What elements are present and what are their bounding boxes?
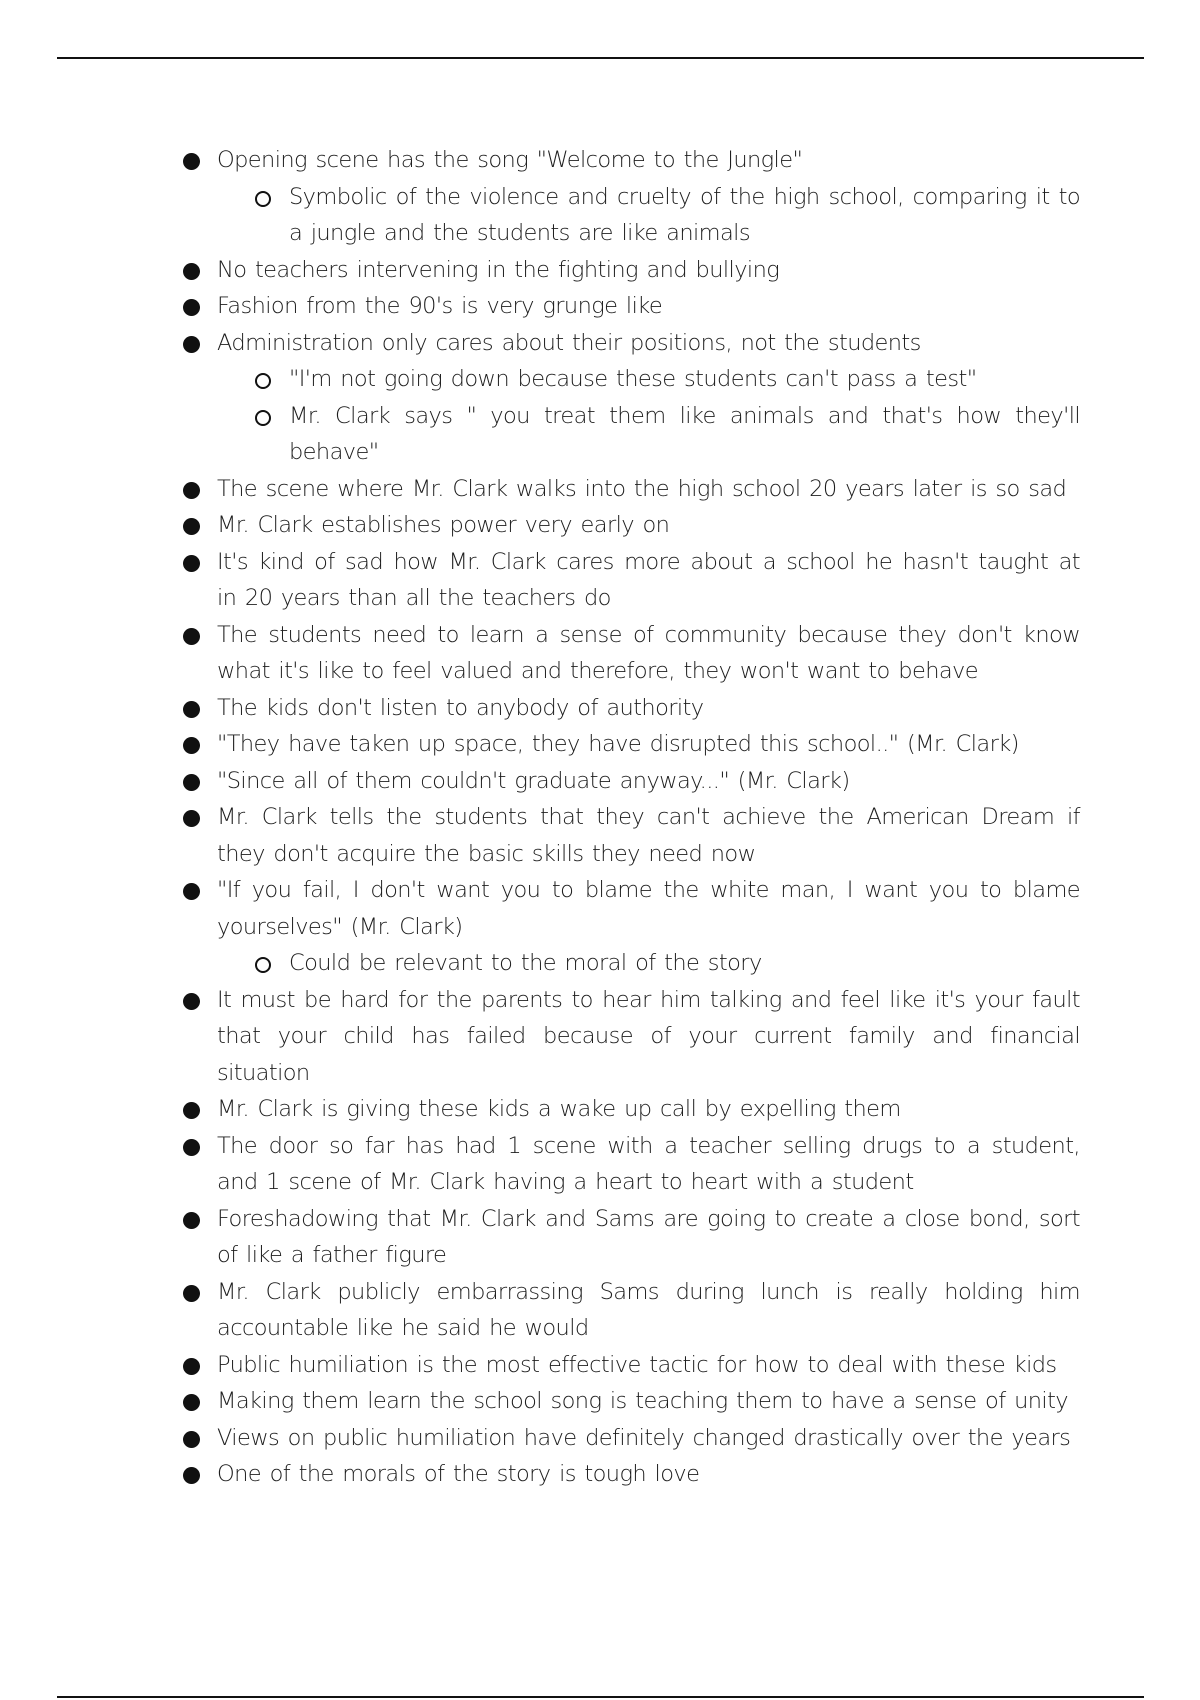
note-text: Public humiliation is the most effective tactic for how to deal with these kids — [217, 1351, 1057, 1378]
list-item — [0, 617, 1200, 690]
note-text: Mr. Clark publicly embarrassing Sams during lunch is really holding him accountable like he said he would — [217, 1278, 1080, 1341]
list-item — [0, 1420, 1200, 1457]
filled-bullet-icon — [183, 336, 200, 353]
list-item — [0, 142, 1200, 179]
list-item — [0, 690, 1200, 727]
filled-bullet-icon — [183, 555, 200, 572]
filled-bullet-icon — [183, 701, 200, 718]
note-text: "They have taken up space, they have disrupted this school.." (Mr. Clark) — [217, 731, 1019, 757]
note-text: The door so far has had 1 scene with a teacher selling drugs to a student, and 1 scene of Mr. Clark having a heart to heart with a student — [217, 1132, 1080, 1195]
list-item — [0, 1128, 1200, 1201]
note-text: No teachers intervening in the fighting and bullying — [217, 256, 780, 283]
list-item — [0, 1456, 1200, 1493]
note-text: Views on public humiliation have definitely changed drastically over the years — [217, 1424, 1071, 1451]
filled-bullet-icon — [183, 1212, 200, 1229]
filled-bullet-icon — [183, 993, 200, 1010]
list-item — [0, 288, 1200, 325]
filled-bullet-icon — [183, 1358, 200, 1375]
filled-bullet-icon — [183, 1394, 200, 1411]
hollow-circle-bullet-icon — [255, 957, 271, 973]
list-item — [0, 1201, 1200, 1274]
note-text: Administration only cares about their positions, not the students — [217, 329, 921, 356]
note-text: The students need to learn a sense of community because they don't know what it's like to feel valued and therefore, they won't want to behave — [217, 621, 1080, 684]
list-item — [0, 252, 1200, 289]
note-text: Mr. Clark is giving these kids a wake up call by expelling them — [217, 1096, 901, 1122]
note-text: Mr. Clark tells the students that they can't achieve the American Dream if they don't acquire the basic skills they need now — [217, 804, 1080, 867]
note-text: Fashion from the 90's is very grunge like — [217, 293, 663, 319]
note-text: One of the morals of the story is tough love — [217, 1461, 700, 1487]
sub-list-item — [0, 361, 1200, 398]
note-text: Could be relevant to the moral of the story — [289, 950, 762, 976]
note-text: It must be hard for the parents to hear him talking and feel like it's your fault that your child has failed because of your current family and financial situation — [217, 986, 1080, 1086]
note-text: Opening scene has the song "Welcome to the Jungle" — [217, 147, 803, 173]
note-text: "If you fail, I don't want you to blame the white man, I want you to blame yourselves" (Mr. Clark) — [217, 877, 1080, 940]
filled-bullet-icon — [183, 299, 200, 316]
filled-bullet-icon — [183, 482, 200, 499]
filled-bullet-icon — [183, 1467, 200, 1484]
sub-list-item — [0, 179, 1200, 252]
note-text: Symbolic of the violence and cruelty of the high school, comparing it to a jungle and the students are like animals — [289, 183, 1080, 246]
filled-bullet-icon — [183, 1285, 200, 1302]
note-text: Mr. Clark says " you treat them like animals and that's how they'll behave" — [289, 402, 1080, 465]
filled-bullet-icon — [183, 737, 200, 754]
note-text: The scene where Mr. Clark walks into the high school 20 years later is so sad — [217, 475, 1067, 502]
top-rule — [57, 57, 1144, 59]
filled-bullet-icon — [183, 1139, 200, 1156]
sub-list-item — [0, 398, 1200, 471]
note-text: "I'm not going down because these students can't pass a test" — [289, 366, 977, 392]
note-text: Mr. Clark establishes power very early on — [217, 512, 670, 538]
list-item — [0, 799, 1200, 872]
filled-bullet-icon — [183, 883, 200, 900]
list-item — [0, 1274, 1200, 1347]
list-item — [0, 982, 1200, 1092]
hollow-circle-bullet-icon — [255, 191, 271, 207]
list-item — [0, 726, 1200, 763]
filled-bullet-icon — [183, 1431, 200, 1448]
filled-bullet-icon — [183, 810, 200, 827]
filled-bullet-icon — [183, 263, 200, 280]
note-text: It's kind of sad how Mr. Clark cares more about a school he hasn't taught at in 20 years than all the teachers do — [217, 548, 1080, 611]
notes-list — [0, 142, 1200, 1493]
note-text: Making them learn the school song is teaching them to have a sense of unity — [217, 1388, 1069, 1414]
filled-bullet-icon — [183, 153, 200, 170]
note-text: "Since all of them couldn't graduate anyway..." (Mr. Clark) — [217, 767, 850, 794]
list-item — [0, 763, 1200, 800]
filled-bullet-icon — [183, 628, 200, 645]
note-text: The kids don't listen to anybody of authority — [217, 694, 704, 721]
list-item — [0, 325, 1200, 362]
list-item — [0, 1091, 1200, 1128]
list-item — [0, 1383, 1200, 1420]
filled-bullet-icon — [183, 774, 200, 791]
list-item — [0, 507, 1200, 544]
hollow-circle-bullet-icon — [255, 373, 271, 389]
bottom-rule — [57, 1696, 1144, 1698]
list-item — [0, 1347, 1200, 1384]
filled-bullet-icon — [183, 518, 200, 535]
list-item — [0, 872, 1200, 945]
note-text: Foreshadowing that Mr. Clark and Sams are going to create a close bond, sort of like a father figure — [217, 1205, 1080, 1268]
hollow-circle-bullet-icon — [255, 410, 271, 426]
list-item — [0, 471, 1200, 508]
filled-bullet-icon — [183, 1102, 200, 1119]
sub-list-item — [0, 945, 1200, 982]
list-item — [0, 544, 1200, 617]
